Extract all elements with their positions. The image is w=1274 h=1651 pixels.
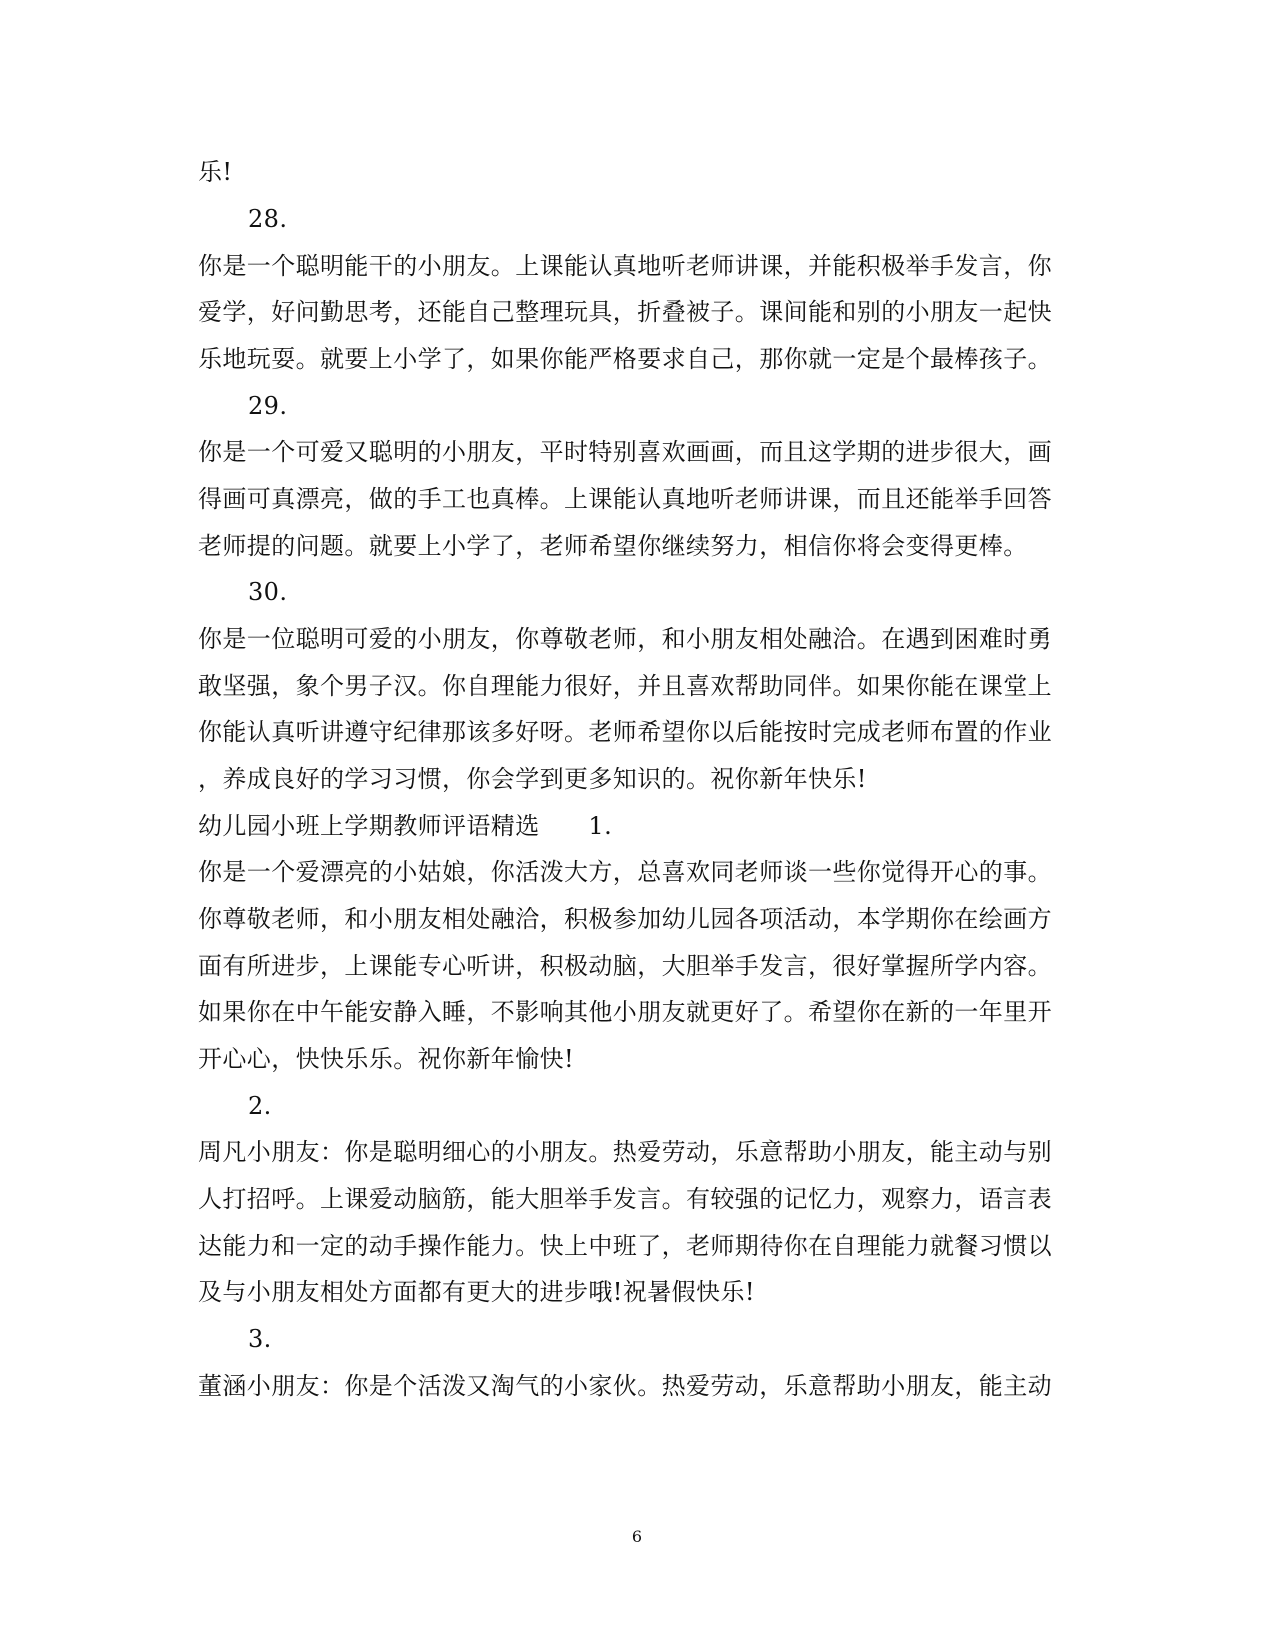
text-line: 你是一位聪明可爱的小朋友，你尊敬老师，和小朋友相处融洽。在遇到困难时勇 xyxy=(198,625,1052,653)
section-heading: 幼儿园小班上学期教师评语精选 1. xyxy=(198,812,613,840)
text-line: 你是一个爱漂亮的小姑娘，你活泼大方，总喜欢同老师谈一些你觉得开心的事。 xyxy=(198,858,1052,886)
text-line: 你是一个可爱又聪明的小朋友，平时特别喜欢画画，而且这学期的进步很大，画 xyxy=(198,438,1052,466)
text-line: 老师提的问题。就要上小学了，老师希望你继续努力，相信你将会变得更棒。 xyxy=(198,532,1028,560)
text-line: 及与小朋友相处方面都有更大的进步哦!祝暑假快乐! xyxy=(198,1278,755,1306)
text-line: 达能力和一定的动手操作能力。快上中班了，老师期待你在自理能力就餐习惯以 xyxy=(198,1232,1052,1260)
text-line: 你是一个聪明能干的小朋友。上课能认真地听老师讲课，并能积极举手发言，你 xyxy=(198,252,1052,280)
text-line: 得画可真漂亮，做的手工也真棒。上课能认真地听老师讲课，而且还能举手回答 xyxy=(198,485,1052,513)
text-line: 你尊敬老师，和小朋友相处融洽，积极参加幼儿园各项活动，本学期你在绘画方 xyxy=(198,905,1052,933)
text-line: ，养成良好的学习习惯，你会学到更多知识的。祝你新年快乐! xyxy=(198,765,867,793)
page-number: 6 xyxy=(631,1527,643,1546)
text-line: 你能认真听讲遵守纪律那该多好呀。老师希望你以后能按时完成老师布置的作业 xyxy=(198,718,1052,746)
text-line: 面有所进步，上课能专心听讲，积极动脑，大胆举手发言，很好掌握所学内容。 xyxy=(198,952,1052,980)
item-number: 29. xyxy=(248,392,288,420)
text-line: 如果你在中午能安静入睡，不影响其他小朋友就更好了。希望你在新的一年里开 xyxy=(198,998,1052,1026)
text-line: 敢坚强，象个男子汉。你自理能力很好，并且喜欢帮助同伴。如果你能在课堂上 xyxy=(198,672,1052,700)
text-line: 董涵小朋友：你是个活泼又淘气的小家伙。热爱劳动，乐意帮助小朋友，能主动 xyxy=(198,1372,1052,1400)
text-line: 人打招呼。上课爱动脑筋，能大胆举手发言。有较强的记忆力，观察力，语言表 xyxy=(198,1185,1052,1213)
item-number: 30. xyxy=(248,578,288,606)
text-line: 乐地玩耍。就要上小学了，如果你能严格要求自己，那你就一定是个最棒孩子。 xyxy=(198,345,1052,373)
text-line: 开心心，快快乐乐。祝你新年愉快! xyxy=(198,1045,575,1073)
text-line: 周凡小朋友：你是聪明细心的小朋友。热爱劳动，乐意帮助小朋友，能主动与别 xyxy=(198,1138,1052,1166)
text-line: 乐! xyxy=(198,158,233,186)
item-number: 28. xyxy=(248,205,288,233)
item-number: 3. xyxy=(248,1325,272,1353)
item-number: 2. xyxy=(248,1092,272,1120)
text-line: 爱学，好问勤思考，还能自己整理玩具，折叠被子。课间能和别的小朋友一起快 xyxy=(198,298,1052,326)
